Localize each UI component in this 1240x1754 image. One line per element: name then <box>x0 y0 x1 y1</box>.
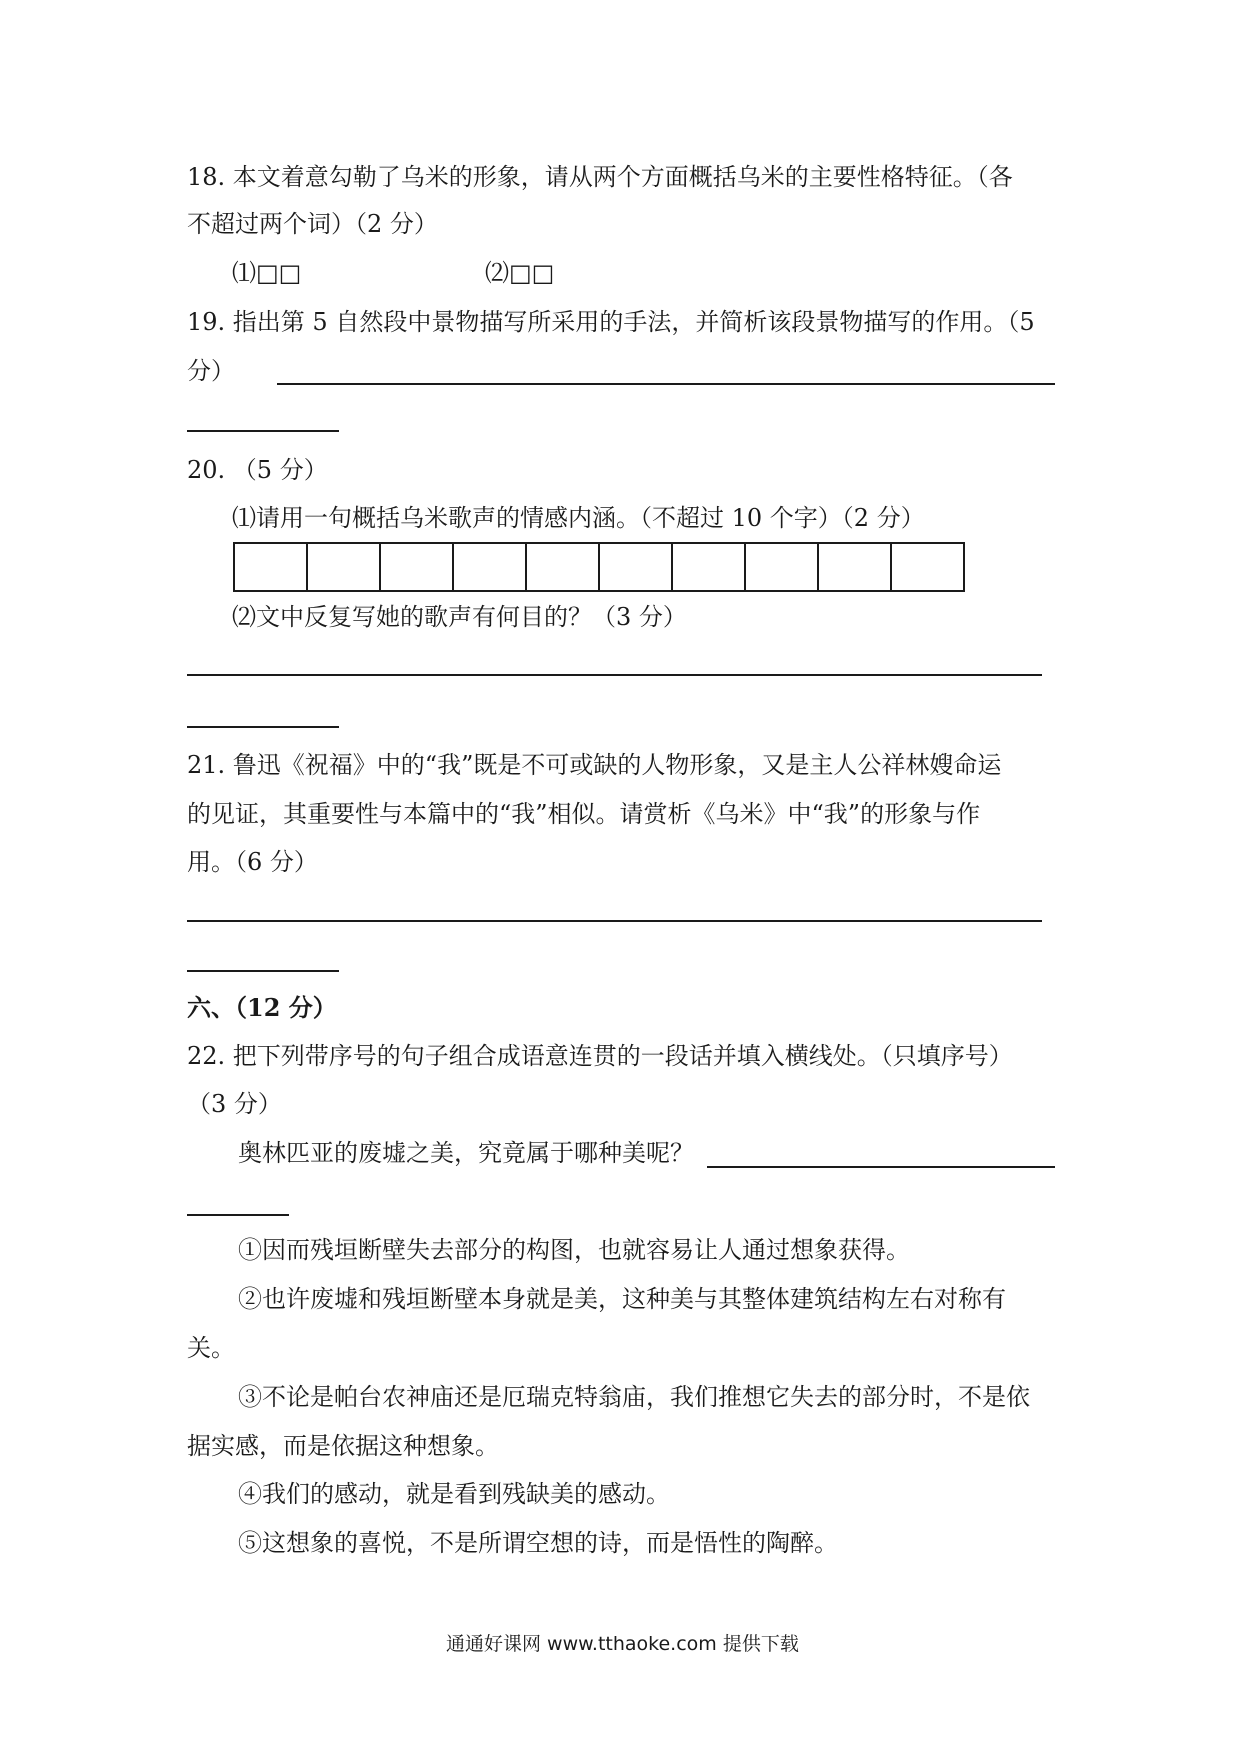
answer-cell[interactable] <box>527 544 600 590</box>
q22-sentence-1: ①因而残垣断壁失去部分的构图，也就容易让人通过想象获得。 <box>238 1236 910 1264</box>
q19-line2: 分） <box>187 357 235 385</box>
q18-answer-blank-1[interactable]: ⑴□□ <box>232 259 302 287</box>
answer-cell[interactable] <box>892 544 965 590</box>
q18-answer-blank-2[interactable]: ⑵□□ <box>485 259 555 287</box>
q20-heading: 20. （5 分） <box>187 456 328 484</box>
q22-sentence-5: ⑤这想象的喜悦，不是所谓空想的诗，而是悟性的陶醉。 <box>238 1529 838 1557</box>
answer-cell[interactable] <box>746 544 819 590</box>
q22-line2: （3 分） <box>187 1090 282 1118</box>
q22-sentence-2a: ②也许废墟和残垣断壁本身就是美，这种美与其整体建筑结构左右对称有 <box>238 1285 1006 1313</box>
q20-answer-line[interactable] <box>187 674 1042 676</box>
section-6-heading: 六、（12 分） <box>187 993 337 1022</box>
q19-line1: 19. 指出第 5 自然段中景物描写所采用的手法，并简析该段景物描写的作用。（5 <box>187 308 1035 336</box>
page-footer: 通通好课网 www.tthaoke.com 提供下载 <box>446 1633 799 1655</box>
q22-sentence-2b: 关。 <box>187 1334 235 1362</box>
q22-line1: 22. 把下列带序号的句子组合成语意连贯的一段话并填入横线处。（只填序号） <box>187 1042 1013 1070</box>
q22-answer-line[interactable] <box>707 1166 1055 1168</box>
answer-cell[interactable] <box>819 544 892 590</box>
q20-answer-grid <box>233 542 965 592</box>
answer-cell[interactable] <box>235 544 308 590</box>
q20-sub1: ⑴请用一句概括乌米歌声的情感内涵。（不超过 10 个字）（2 分） <box>232 504 925 532</box>
answer-cell[interactable] <box>454 544 527 590</box>
q22-sentence-4: ④我们的感动，就是看到残缺美的感动。 <box>238 1480 670 1508</box>
answer-cell[interactable] <box>600 544 673 590</box>
q20-sub2: ⑵文中反复写她的歌声有何目的？（3 分） <box>232 603 687 631</box>
q21-line2: 的见证，其重要性与本篇中的“我”相似。请赏析《乌米》中“我”的形象与作 <box>187 800 981 828</box>
q19-answer-line[interactable] <box>277 383 1055 385</box>
q22-sentence-3b: 据实感，而是依据这种想象。 <box>187 1432 499 1460</box>
q22-prompt: 奥林匹亚的废墟之美，究竟属于哪种美呢？ <box>238 1139 694 1167</box>
answer-cell[interactable] <box>673 544 746 590</box>
q21-answer-line[interactable] <box>187 920 1042 922</box>
answer-cell[interactable] <box>381 544 454 590</box>
q19-answer-line-short[interactable] <box>187 430 339 432</box>
q20-answer-line-short[interactable] <box>187 726 339 728</box>
q22-answer-line-short[interactable] <box>187 1214 289 1216</box>
q21-line3: 用。（6 分） <box>187 848 318 876</box>
q21-line1: 21. 鲁迅《祝福》中的“我”既是不可或缺的人物形象，又是主人公祥林嫂命运 <box>187 751 1002 779</box>
q22-sentence-3a: ③不论是帕台农神庙还是厄瑞克特翁庙，我们推想它失去的部分时，不是依 <box>238 1383 1030 1411</box>
q21-answer-line-short[interactable] <box>187 970 339 972</box>
answer-cell[interactable] <box>308 544 381 590</box>
q18-line2: 不超过两个词）（2 分） <box>187 210 438 238</box>
q18-line1: 18. 本文着意勾勒了乌米的形象，请从两个方面概括乌米的主要性格特征。（各 <box>187 163 1013 191</box>
